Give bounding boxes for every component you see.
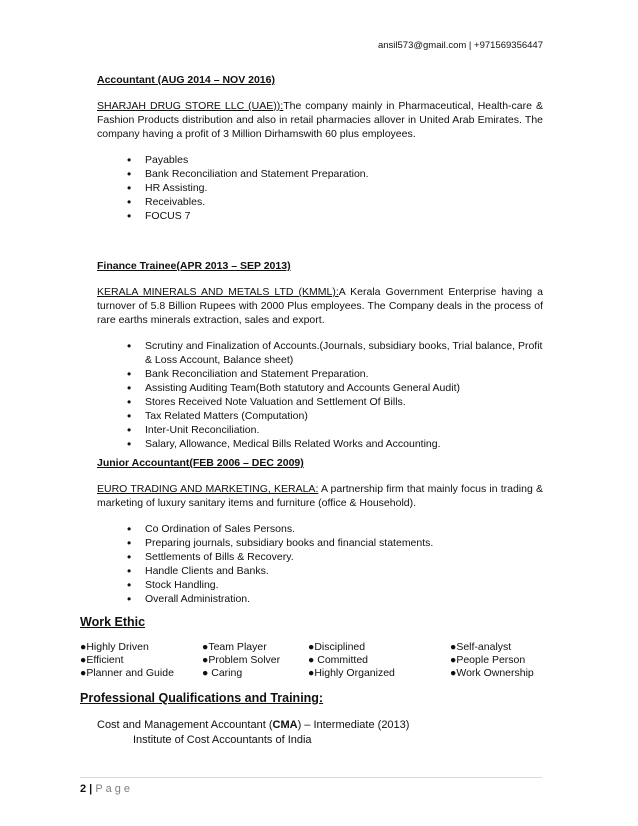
job-description [97, 285, 543, 327]
qualification-line [97, 718, 409, 732]
job-description [97, 482, 543, 510]
duties-list [97, 153, 543, 223]
qualification-institute: Institute of Cost Accountants of India [133, 734, 312, 746]
duty-item: • Salary, Allowance, Medical Bills Related Works and Accounting. [127, 437, 543, 451]
job-title: Junior Accountant(FEB 2006 – DEC 2009) [97, 457, 304, 469]
duty-item: • HR Assisting. [127, 181, 543, 195]
page-footer [80, 782, 133, 796]
job-section [97, 456, 543, 606]
company-description: The company mainly in Pharmaceutical, Health-care & Fashion Products distribution and also in retail pharmacies allover in United Arab Emirates. The company having a profit of 3 Million Dirhamswith 60 plus employees. [97, 100, 543, 140]
page-number: 2 [80, 783, 87, 795]
duty-item: • Co Ordination of Sales Persons. [127, 522, 543, 536]
duty-item: • Scrutiny and Finalization of Accounts.(Journals, subsidiary books, Trial balance, Profit & Loss Account, Balance sheet) [127, 339, 543, 367]
duty-item: • FOCUS 7 [127, 209, 543, 223]
qualification-acronym: CMA [272, 719, 298, 731]
footer-separator: | [86, 783, 96, 795]
duty-item: • Payables [127, 153, 543, 167]
job-section [97, 259, 543, 451]
duties-list [97, 522, 543, 606]
work-ethic-item: ●Problem Solver [202, 654, 281, 666]
job-section [97, 73, 543, 223]
duty-item: • Assisting Auditing Team(Both statutory and Accounts General Audit) [127, 381, 543, 395]
duty-item: • Tax Related Matters (Computation) [127, 409, 543, 423]
qualifications-heading: Professional Qualifications and Training: [80, 691, 324, 705]
work-ethic-item: ●Highly Driven [80, 641, 149, 653]
duties-list [97, 339, 543, 451]
page-label: Page [95, 783, 134, 795]
duty-item: • Stores Received Note Valuation and Settlement Of Bills. [127, 395, 543, 409]
work-ethic-item: ●Work Ownership [450, 667, 534, 679]
duty-item: • Handle Clients and Banks. [127, 564, 543, 578]
company-name: SHARJAH DRUG STORE LLC (UAE)): [97, 100, 284, 112]
duty-item: • Bank Reconciliation and Statement Preparation. [127, 167, 543, 181]
footer-divider [80, 777, 542, 778]
work-ethic-item: ●Self-analyst [450, 641, 512, 653]
work-ethic-row [80, 640, 550, 653]
qualification-text: ) – Intermediate (2013) [297, 719, 410, 731]
duty-item: • Preparing journals, subsidiary books and financial statements. [127, 536, 543, 550]
work-ethic-grid [80, 640, 550, 679]
duty-item: • Bank Reconciliation and Statement Preparation. [127, 367, 543, 381]
work-ethic-item: ●Efficient [80, 654, 124, 666]
job-description [97, 99, 543, 141]
duty-item: • Receivables. [127, 195, 543, 209]
work-ethic-row [80, 653, 550, 666]
work-ethic-item: ●Team Player [202, 641, 267, 653]
company-description: A partnership firm that mainly focus in trading & marketing of luxury sanitary items and furniture (office & Household). [97, 483, 543, 509]
duty-item: • Inter-Unit Reconciliation. [127, 423, 543, 437]
work-ethic-item: ●People Person [450, 654, 526, 666]
contact-info: ansil573@gmail.com | +971569356447 [377, 40, 543, 51]
company-name: KERALA MINERALS AND METALS LTD (KMML): [97, 286, 339, 298]
work-ethic-item: ● Committed [308, 654, 369, 666]
work-ethic-item: ● Caring [202, 667, 243, 679]
duty-item: • Overall Administration. [127, 592, 543, 606]
work-ethic-item: ●Highly Organized [308, 667, 395, 679]
work-ethic-row [80, 666, 550, 679]
work-ethic-item: ●Disciplined [308, 641, 366, 653]
duty-item: • Settlements of Bills & Recovery. [127, 550, 543, 564]
work-ethic-item: ●Planner and Guide [80, 667, 174, 679]
job-title: Accountant (AUG 2014 – NOV 2016) [97, 74, 275, 86]
company-description: A Kerala Government Enterprise having a turnover of 5.8 Billion Rupees with 2000 Plus employees. The Company deals in the process of rare earths minerals extraction, sales and export. [97, 286, 543, 326]
duty-item: • Stock Handling. [127, 578, 543, 592]
qualification-text: Cost and Management Accountant ( [97, 719, 273, 731]
company-name: EURO TRADING AND MARKETING, KERALA: [97, 483, 319, 495]
work-ethic-heading: Work Ethic [80, 615, 146, 629]
job-title: Finance Trainee(APR 2013 – SEP 2013) [97, 260, 291, 272]
